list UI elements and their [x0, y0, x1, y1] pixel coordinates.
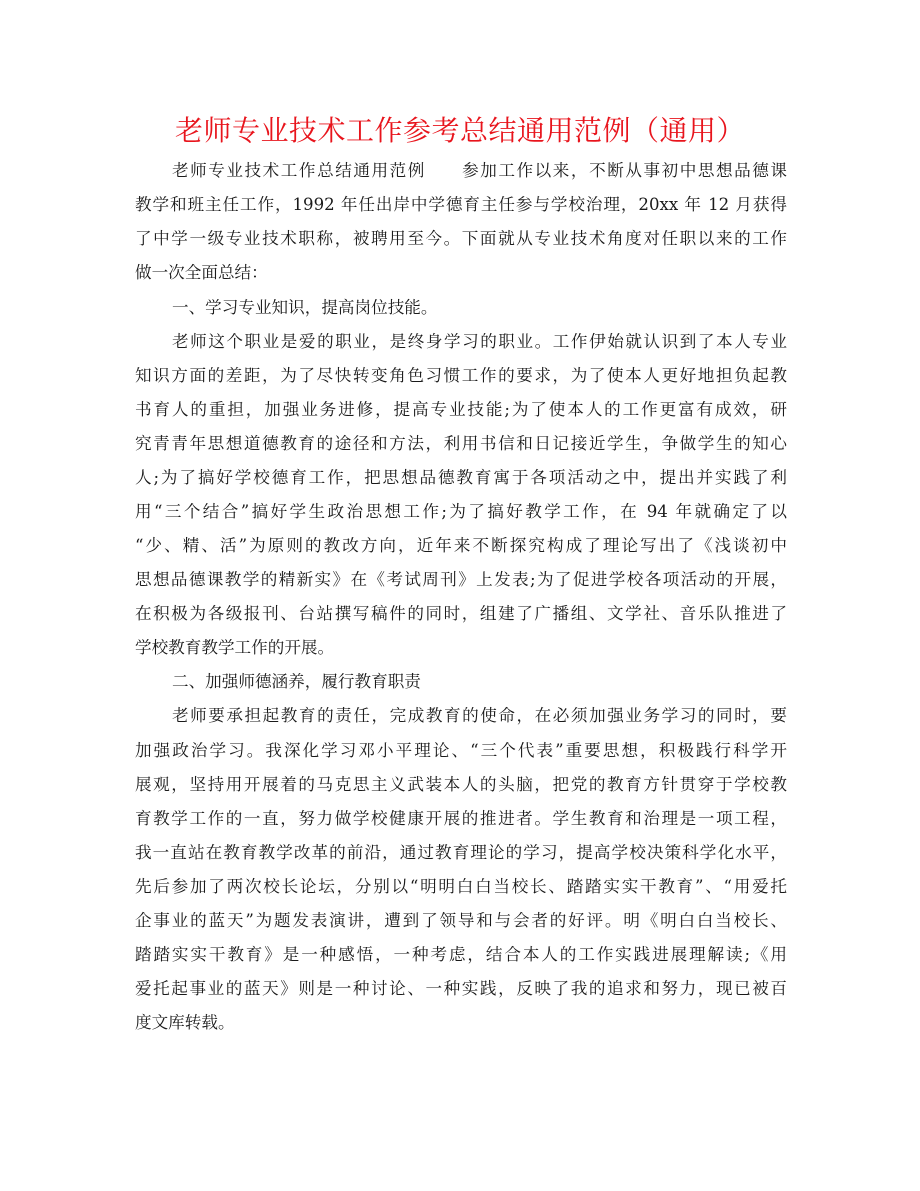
body-line: 书育人的重担，加强业务进修，提高专业技能;为了使本人的工作更富有成效，研 — [135, 400, 787, 419]
body-line: “少、精、活”为原则的教改方向，近年来不断探究构成了理论写出了《浅谈初中 — [135, 536, 787, 555]
body-line: 展观，坚持用开展着的马克思主义武装本人的头脑，把党的教育方针贯穿于学校教 — [135, 775, 787, 794]
body-line: 育教学工作的一直，努力做学校健康开展的推进者。学生教育和治理是一项工程， — [135, 809, 787, 828]
document-title: 老师专业技术工作参考总结通用范例（通用） — [174, 114, 745, 147]
section-heading-2: 二、加强师德涵养，履行教育职责 — [172, 672, 421, 691]
body-line: 人;为了搞好学校德育工作，把思想品德教育寓于各项活动之中，提出并实践了利 — [135, 468, 787, 487]
body-line: 了中学一级专业技术职称，被聘用至今。下面就从专业技术角度对任职以来的工作 — [135, 229, 787, 248]
body-line: 老师专业技术工作总结通用范例 参加工作以来，不断从事初中思想品德课 — [172, 161, 787, 180]
body-line: 我一直站在教育教学改革的前沿，通过教育理论的学习，提高学校决策科学化水平， — [135, 843, 787, 862]
body-line: 教学和班主任工作，1992 年任出岸中学德育主任参与学校治理，20xx 年 12 月获得 — [135, 195, 787, 214]
body-line: 企事业的蓝天”为题发表演讲，遭到了领导和与会者的好评。明《明白白当校长、 — [135, 911, 787, 930]
body-line: 老师这个职业是爱的职业，是终身学习的职业。工作伊始就认识到了本人专业 — [172, 332, 787, 351]
body-line: 知识方面的差距，为了尽快转变角色习惯工作的要求，为了使本人更好地担负起教 — [135, 366, 787, 385]
body-line: 爱托起事业的蓝天》则是一种讨论、一种实践，反映了我的追求和努力，现已被百 — [135, 979, 787, 998]
body-line: 在积极为各级报刊、台站撰写稿件的同时，组建了广播组、文学社、音乐队推进了 — [135, 604, 787, 623]
body-line: 加强政治学习。我深化学习邓小平理论、“三个代表”重要思想，积极践行科学开 — [135, 741, 787, 760]
body-line: 度文库转载。 — [135, 1013, 235, 1032]
body-line: 思想品德课教学的精新实》在《考试周刊》上发表;为了促进学校各项活动的开展， — [135, 570, 787, 589]
body-line: 踏踏实实干教育》是一种感悟，一种考虑，结合本人的工作实践进展理解读;《用 — [135, 945, 787, 964]
body-line: 学校教育教学工作的开展。 — [135, 638, 335, 657]
body-line: 做一次全面总结： — [135, 263, 268, 282]
body-line: 先后参加了两次校长论坛，分别以“明明白白当校长、踏踏实实干教育”、“用爱托 — [135, 877, 787, 896]
body-line: 究青青年思想道德教育的途径和方法，利用书信和日记接近学生，争做学生的知心 — [135, 434, 787, 453]
body-line: 老师要承担起教育的责任，完成教育的使命，在必须加强业务学习的同时，要 — [172, 706, 787, 725]
body-line: 用“三个结合”搞好学生政治思想工作;为了搞好教学工作，在 94 年就确定了以 — [135, 502, 787, 521]
section-heading-1: 一、学习专业知识，提高岗位技能。 — [172, 298, 438, 317]
